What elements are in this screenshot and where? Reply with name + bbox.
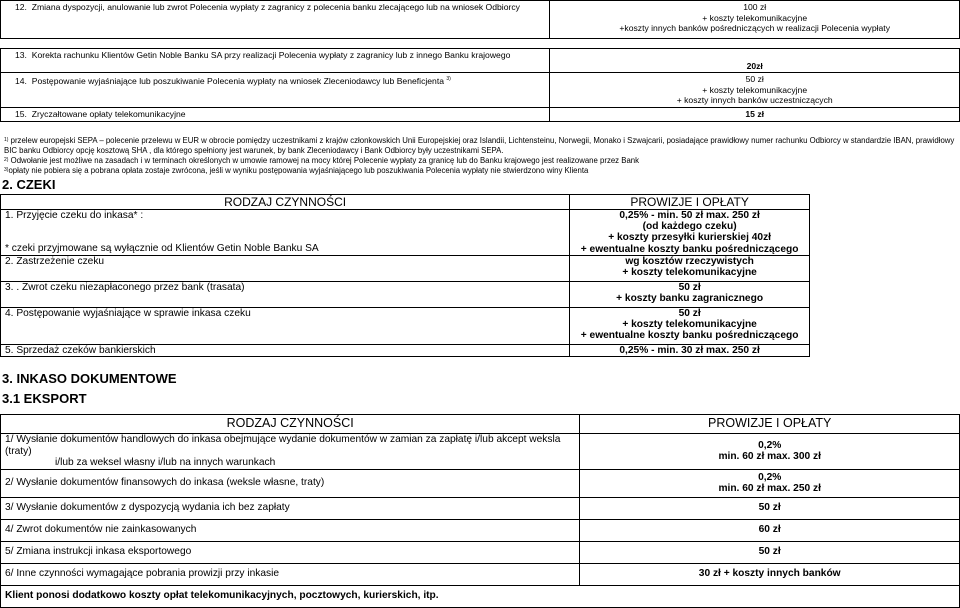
header-desc: RODZAJ CZYNNOŚCI [1, 195, 570, 210]
row-fee: 50 zł + koszty telekomunikacyjne + ewentualne koszty banku pośredniczącego [570, 308, 810, 345]
table-row [1, 107, 960, 121]
row-desc: 13. Korekta rachunku Klientów Getin Noble Banku SA przy realizacji Polecenia wypłaty z zagranicy lub z innego Banku krajowego [1, 49, 550, 73]
row-fee: 0,25% - min. 50 zł max. 250 zł (od każdego czeku) + koszty przesyłki kurierskiej 40zł + ewentualne koszty banku pośredniczącego [570, 210, 810, 256]
footnote-2: $^{2)}$ Odwołanie jest możliwe na zasadach i w terminach określonych w umowie ramowej na mocy której Polecenie wypłaty za granicę lub do Banku krajowego jest realizowane przez Bank [4, 156, 640, 165]
table-row [1, 282, 810, 308]
row-fee: 50 zł + koszty telekomunikacyjne + koszty innych banków uczestniczących [550, 73, 960, 108]
row-fee: 50 zł [580, 497, 960, 519]
footnote-3: $^{3)}$opłaty nie pobiera się a pobrana opłata zostaje zwrócona, jeśli w wyniku postępowania wyjaśniającego lub poszukiwania Polecenia wypłaty nie stwierdzono winy Klienta [4, 166, 589, 175]
table-row [1, 541, 960, 563]
row-fee: 0,2% min. 60 zł max. 250 zł [580, 469, 960, 497]
table-row [1, 49, 960, 73]
section-title-collection: 3. INKASO DOKUMENTOWE [2, 371, 177, 386]
row-fee: wg kosztów rzeczywistych + koszty telekomunikacyjne [570, 256, 810, 282]
row-fee: 15 zł [550, 107, 960, 121]
header-fee: PROWIZJE I OPŁATY [570, 195, 810, 210]
row-fee: 50 zł + koszty banku zagranicznego [570, 282, 810, 308]
section-subtitle-export: 3.1 EKSPORT [2, 391, 87, 406]
header-fee: PROWIZJE I OPŁATY [580, 415, 960, 434]
table-row [1, 210, 810, 256]
row-fee: 100 zł + koszty telekomunikacyjne +koszty innych banków pośredniczących w realizacji Polecenia wypłaty [550, 1, 960, 39]
row-desc: 2/ Wysłanie dokumentów finansowych do inkasa (weksle własne, traty) [1, 469, 580, 497]
row-fee: 0,25% - min. 30 zł max. 250 zł [570, 345, 810, 357]
row-desc: 14. Postępowanie wyjaśniające lub poszukiwanie Polecenia wypłaty na wniosek Zleceniodawcy lub Beneficjenta $^{3)}$ [1, 73, 550, 108]
table-row [1, 1, 960, 39]
row-fee: 60 zł [580, 519, 960, 541]
fees-table-collection [0, 414, 960, 608]
fees-table-transfers [0, 0, 960, 122]
row-fee: 0,2% min. 60 zł max. 300 zł [580, 434, 960, 470]
row-desc: 1. Przyjęcie czeku do inkasa* : * czeki przyjmowane są wyłącznie od Klientów Getin Noble Banku SA [1, 210, 570, 256]
section-title-checks: 2. CZEKI [2, 177, 56, 192]
row-desc: 12. Zmiana dyspozycji, anulowanie lub zwrot Polecenia wypłaty z zagranicy z polecenia banku zlecającego lub na wniosek Odbiorcy [1, 1, 550, 39]
table-header [1, 415, 960, 434]
row-desc: 3. . Zwrot czeku niezapłaconego przez bank (trasata) [1, 282, 570, 308]
table-row [1, 469, 960, 497]
table-row [1, 256, 810, 282]
row-desc: 4/ Zwrot dokumentów nie zainkasowanych [1, 519, 580, 541]
row-desc: 2. Zastrzeżenie czeku [1, 256, 570, 282]
footnote-1: $^{1)}$ przelew europejski SEPA – polecenie przelewu w EUR w obrocie pomiędzy uczestnikami z krajów członkowskich Unii Europejskiej oraz Islandii, Lichtensteinu, Norwegii, Monako i Szwajcarii, posiadające prawidłowy numer rachunku Odbiorcy w standardzie IBAN, prawidłowy BIC banku Odbiorcy opcję kosztową SHA , dla którego spełniony jest warunek, by bank Zleceniodawcy i Bank Odbiorcy były uczestnikami SEPA. [4, 136, 955, 155]
header-desc: RODZAJ CZYNNOŚCI [1, 415, 580, 434]
table-row [1, 39, 960, 49]
table-row [1, 345, 810, 357]
table-row [1, 434, 960, 470]
table-row [1, 73, 960, 108]
row-desc: 5. Sprzedaż czeków bankierskich [1, 345, 570, 357]
row-fee: 30 zł + koszty innych banków [580, 563, 960, 585]
table-row [1, 563, 960, 585]
collection-note: Klient ponosi dodatkowo koszty opłat telekomunikacyjnych, pocztowych, kurierskich, itp. [1, 585, 960, 607]
table-row [1, 308, 810, 345]
row-desc: 4. Postępowanie wyjaśniające w sprawie inkasa czeku [1, 308, 570, 345]
row-desc: 5/ Zmiana instrukcji inkasa eksportowego [1, 541, 580, 563]
row-fee: 50 zł [580, 541, 960, 563]
row-desc: 15. Zryczałtowane opłaty telekomunikacyjne [1, 107, 550, 121]
table-row [1, 519, 960, 541]
table-header [1, 195, 810, 210]
row-desc: 6/ Inne czynności wymagające pobrania prowizji przy inkasie [1, 563, 580, 585]
row-desc: 1/ Wysłanie dokumentów handlowych do inkasa obejmujące wydanie dokumentów w zamian za zapłatę i/lub akcept weksla (traty) i/lub za weksel własny i/lub na innych warunkach [1, 434, 580, 470]
row-desc: 3/ Wysłanie dokumentów z dyspozycją wydania ich bez zapłaty [1, 497, 580, 519]
fees-table-checks [0, 194, 810, 357]
row-fee: 20zł [550, 49, 960, 73]
table-row [1, 497, 960, 519]
